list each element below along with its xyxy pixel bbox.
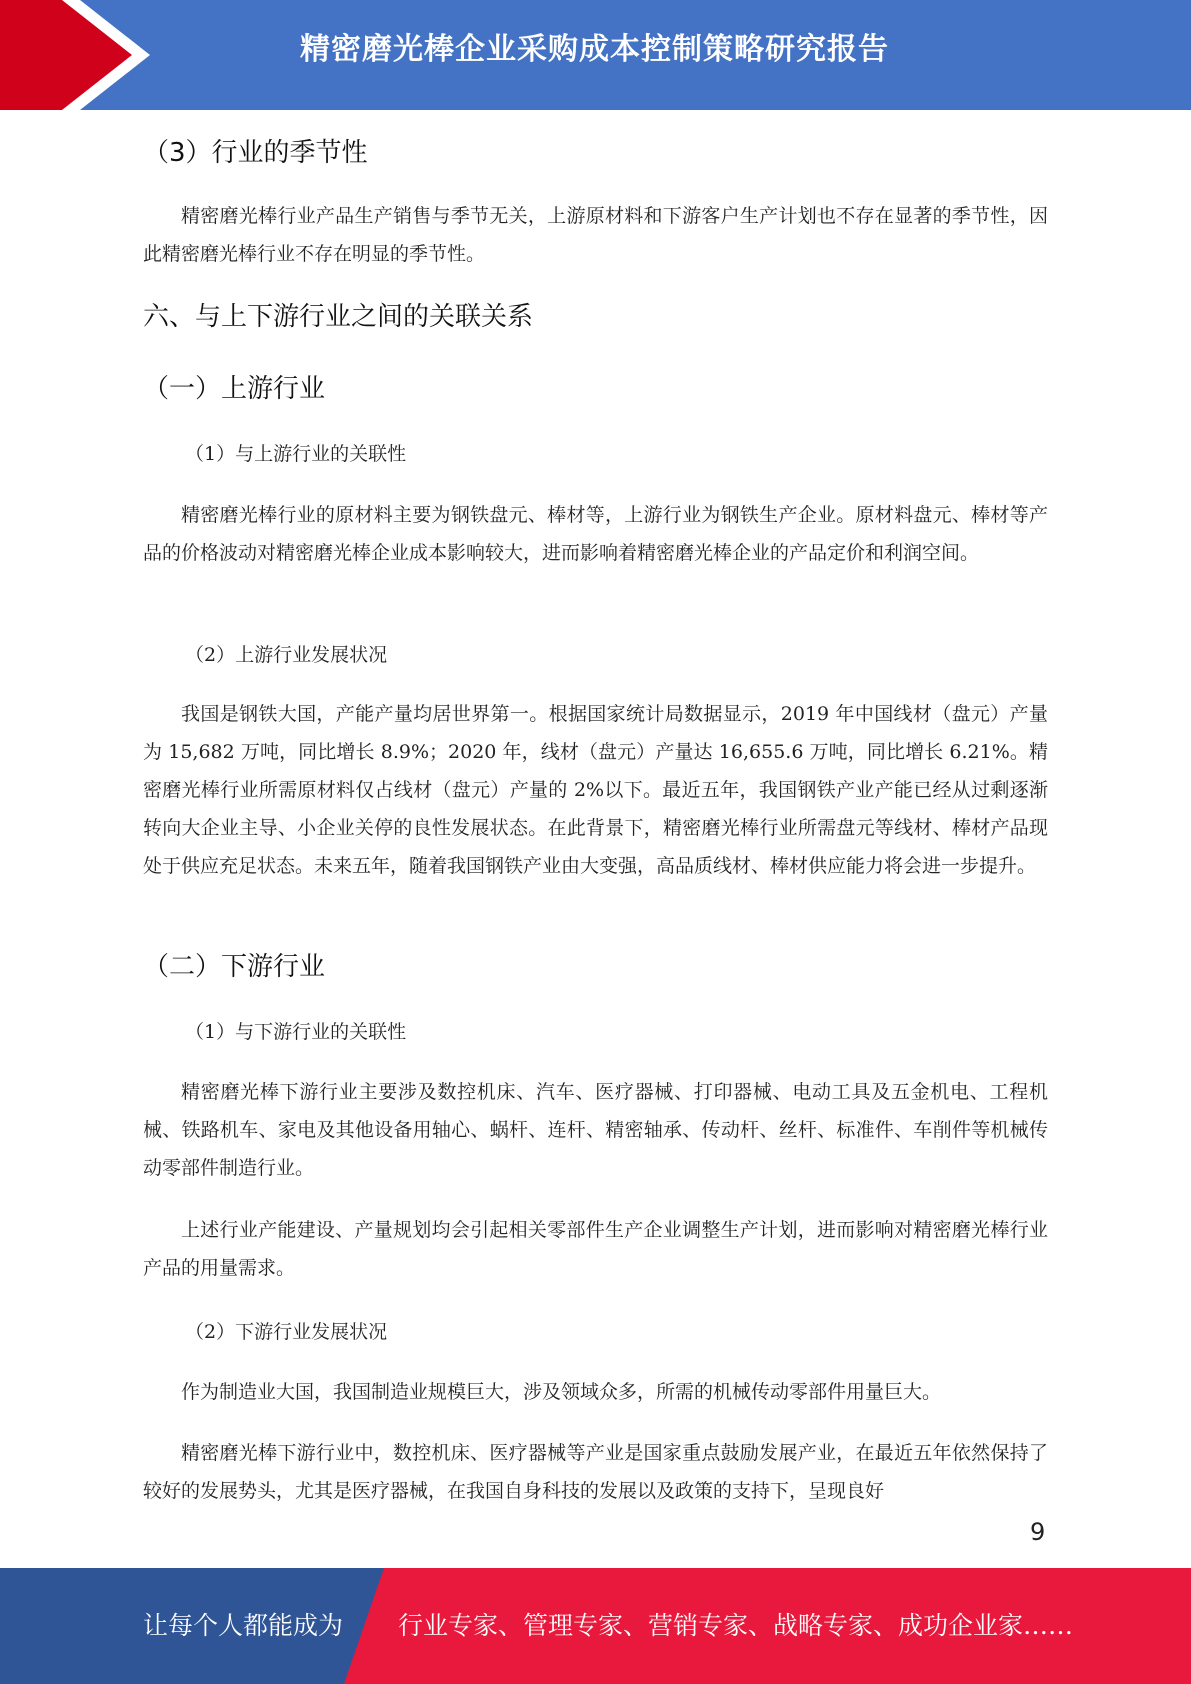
seasonality-paragraph: 精密磨光棒行业产品生产销售与季节无关，上游原材料和下游客户生产计划也不存在显著的季节性，因此精密磨光棒行业不存在明显的季节性。 [143, 205, 1048, 265]
footer-slogan-right: 行业专家、管理专家、营销专家、战略专家、成功企业家…… [398, 1611, 1074, 1640]
downstream-heading: （二）下游行业 [143, 952, 326, 982]
downstream-relation-paragraph-1: 精密磨光棒下游行业主要涉及数控机床、汽车、医疗器械、打印器械、电动工具及五金机电、工程机械、铁路机车、家电及其他设备用轴心、蜗杆、连杆、精密轴承、传动杆、丝杆、标准件、车削件等机械传动零部件制造行业。 [143, 1081, 1048, 1179]
chapter-heading: 六、与上下游行业之间的关联关系 [143, 302, 534, 332]
downstream-relation-paragraph-2: 上述行业产能建设、产量规划均会引起相关零部件生产企业调整生产计划，进而影响对精密磨光棒行业产品的用量需求。 [143, 1219, 1048, 1279]
footer-slogan-left: 让每个人都能成为 [143, 1611, 344, 1640]
downstream-development-heading: （2）下游行业发展状况 [185, 1321, 388, 1343]
seasonality-heading: （3）行业的季节性 [143, 138, 368, 168]
upstream-development-paragraph: 我国是钢铁大国，产能产量均居世界第一。根据国家统计局数据显示，2019 年中国线材（盘元）产量为 15,682 万吨，同比增长 8.9%；2020 年，线材（盘元）产量达 16,655.6 万吨，同比增长 6.21%。精密磨光棒行业所需原材料仅占线材（盘元）产量的 2%以下。最近五年，我国钢铁产业产能已经从过剩逐渐转向大企业主导、小企业关停的良性发展状态。在此背景下，精密磨光棒行业所需盘元等线材、棒材产品现处于供应充足状态。未来五年，随着我国钢铁产业由大变强，高品质线材、棒材供应能力将会进一步提升。 [143, 703, 1048, 877]
upstream-relation-heading: （1）与上游行业的关联性 [185, 443, 407, 465]
upstream-relation-paragraph: 精密磨光棒行业的原材料主要为钢铁盘元、棒材等，上游行业为钢铁生产企业。原材料盘元、棒材等产品的价格波动对精密磨光棒企业成本影响较大，进而影响着精密磨光棒企业的产品定价和利润空间。 [143, 504, 1048, 564]
downstream-development-paragraph-1: 作为制造业大国，我国制造业规模巨大，涉及领域众多，所需的机械传动零部件用量巨大。 [181, 1381, 942, 1403]
report-title: 精密磨光棒企业采购成本控制策略研究报告 [300, 32, 889, 67]
downstream-development-paragraph-2: 精密磨光棒下游行业中，数控机床、医疗器械等产业是国家重点鼓励发展产业，在最近五年依然保持了较好的发展势头，尤其是医疗器械，在我国自身科技的发展以及政策的支持下，呈现良好 [143, 1442, 1048, 1502]
upstream-development-heading: （2）上游行业发展状况 [185, 644, 388, 666]
upstream-heading: （一）上游行业 [143, 374, 326, 404]
downstream-relation-heading: （1）与下游行业的关联性 [185, 1021, 407, 1043]
page-number: 9 [1030, 1518, 1046, 1546]
header-banner [0, 0, 1191, 110]
footer-banner [0, 1568, 1191, 1684]
